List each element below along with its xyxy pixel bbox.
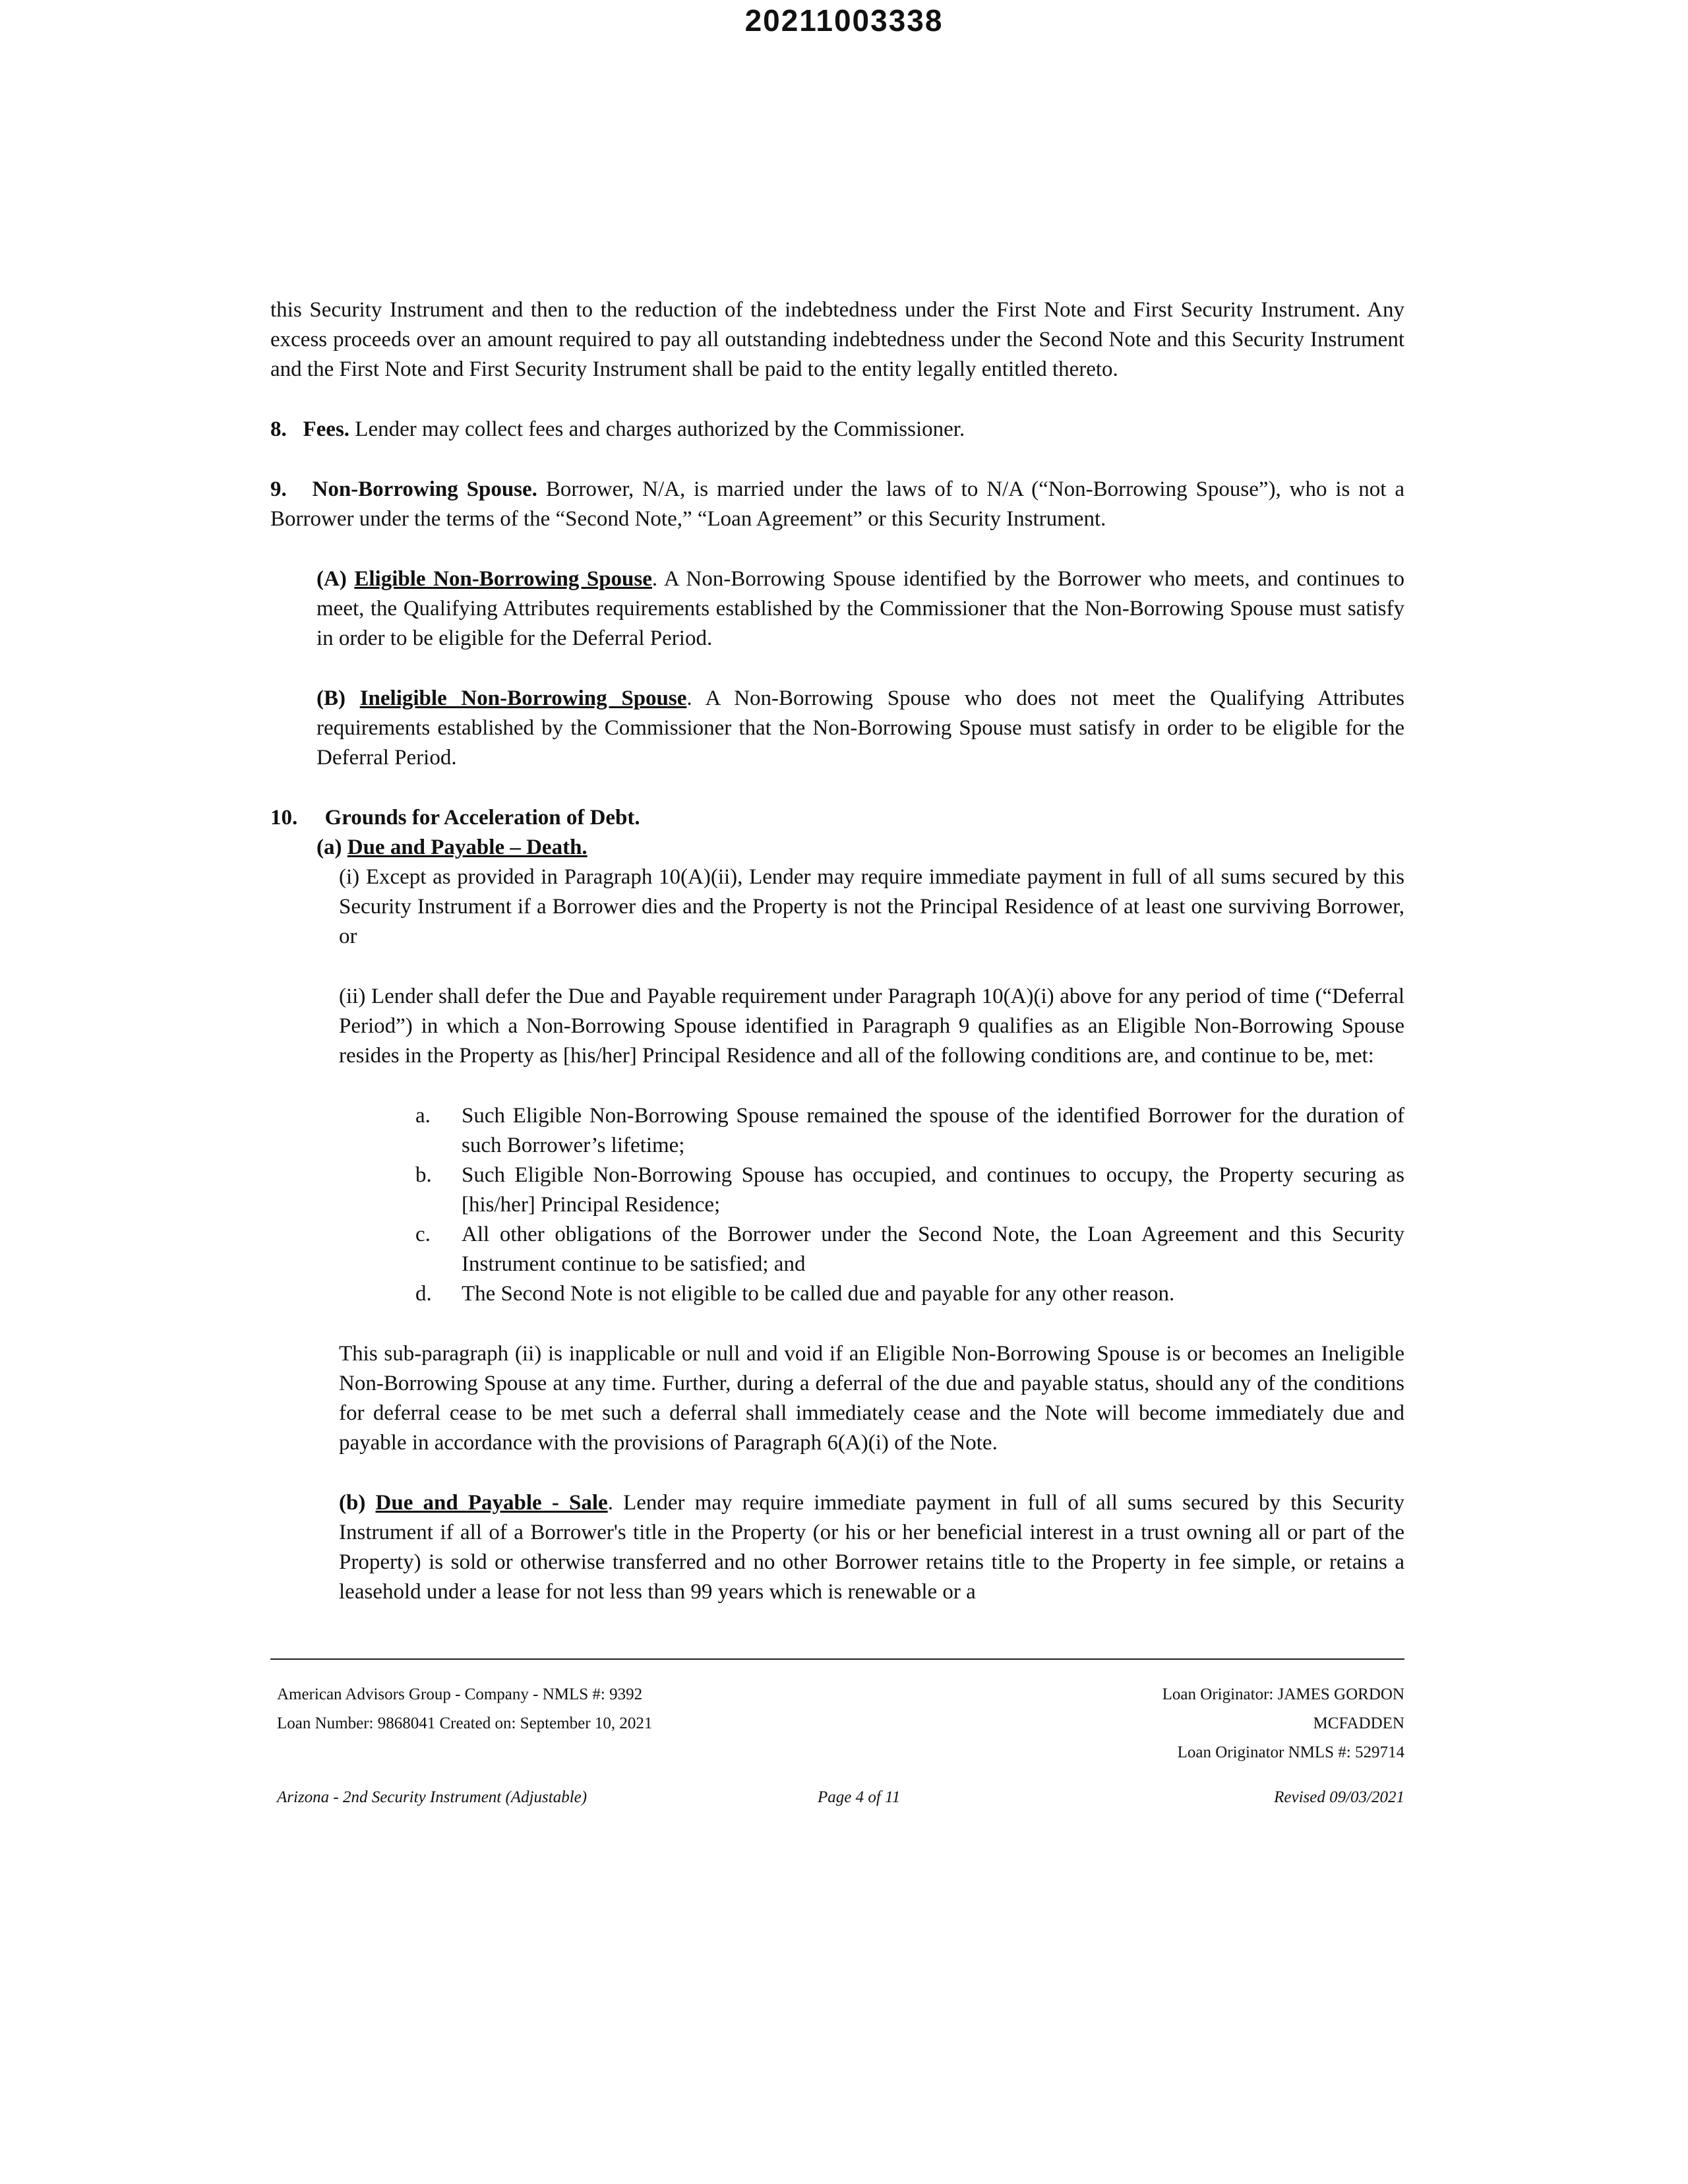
footer-loan-number: Loan Number: 9868041 Created on: September 10, 2021 [277, 1714, 653, 1732]
section-8-text: Lender may collect fees and charges authorized by the Commissioner. [355, 417, 965, 441]
section-9-number: 9. [270, 477, 287, 501]
document-body [270, 295, 1404, 1607]
section-10-title: Grounds for Acceleration of Debt. [324, 806, 640, 830]
page-number: Page 4 of 11 [818, 1788, 901, 1806]
section-9-text: Borrower, N/A, is married under the laws of to N/A (“Non-Borrowing Spouse”), who is not a Borrower under the terms of the “Second Note,” “Loan Agreement” or this Security Instrument. [270, 477, 1405, 531]
continued-paragraph: this Security Instrument and then to the reduction of the indebtedness under the First Note and First Security Instrument. Any excess proceeds over an amount required to pay all outstanding indebtedness under the Second Note and this Security Instrument and the First Note and First Security Instrument shall be paid to the entity legally entitled thereto. [270, 298, 1404, 381]
section-8-number: 8. [270, 417, 287, 441]
section-10b-title: Due and Payable - Sale [375, 1491, 608, 1515]
section-8-title: Fees. [303, 417, 350, 441]
section-9a-title: Eligible Non-Borrowing Spouse [354, 567, 652, 591]
footer-originator-nmls: Loan Originator NMLS #: 529714 [1177, 1744, 1404, 1761]
section-10a-title: Due and Payable – Death. [347, 835, 588, 859]
section-9a [316, 564, 1404, 653]
footer-originator-line1: Loan Originator: JAMES GORDON [1162, 1685, 1404, 1703]
section-10-heading [270, 803, 1404, 833]
section-10a-i: (i) Except as provided in Paragraph 10(A)(ii), Lender may require immediate payment in full of all sums secured by this Security Instrument if a Borrower dies and the Property is not the Principal Residence of at least one surviving Borrower, or [339, 865, 1404, 948]
list-item [415, 1161, 1404, 1220]
list-item [415, 1279, 1404, 1309]
footer-right [1162, 1680, 1404, 1767]
condition-letter: c. [415, 1223, 431, 1246]
section-9a-label: (A) [316, 567, 347, 591]
section-9b-label: (B) [316, 686, 346, 710]
revised-date: Revised 09/03/2021 [1274, 1788, 1404, 1806]
conditions-list [415, 1101, 1404, 1309]
condition-text: The Second Note is not eligible to be called due and payable for any other reason. [462, 1282, 1175, 1306]
form-name: Arizona - 2nd Security Instrument (Adjustable) [277, 1788, 588, 1806]
condition-text: Such Eligible Non-Borrowing Spouse has occupied, and continues to occupy, the Property securing as [his/her] Principal Residence; [462, 1163, 1404, 1217]
section-9 [270, 475, 1404, 534]
condition-text: Such Eligible Non-Borrowing Spouse remained the spouse of the identified Borrower for the duration of such Borrower’s lifetime; [462, 1104, 1404, 1157]
recording-number: 20211003338 [744, 3, 944, 38]
section-9-title: Non-Borrowing Spouse. [312, 477, 537, 501]
section-10b-label: (b) [339, 1491, 366, 1515]
condition-letter: d. [415, 1282, 432, 1306]
section-9a-text: . A Non-Borrowing Spouse identified by the Borrower who meets, and continues to meet, the Qualifying Attributes requirements established by the Commissioner that the Non-Borrowing Spouse must satisfy in order to be eligible for the Deferral Period. [316, 567, 1405, 650]
condition-text: All other obligations of the Borrower under the Second Note, the Loan Agreement and this Security Instrument continue to be satisfied; and [462, 1223, 1404, 1276]
section-10a-heading [316, 833, 1404, 863]
footer-divider [270, 1658, 1404, 1660]
subparagraph-note: This sub-paragraph (ii) is inapplicable or null and void if an Eligible Non-Borrowing Spouse is or becomes an Ineligible Non-Borrowing Spouse at any time. Further, during a deferral of the due and payable status, should any of the conditions for deferral cease to be met such a deferral shall immediately cease and the Note will become immediately due and payable in accordance with the provisions of Paragraph 6(A)(i) of the Note. [339, 1342, 1404, 1455]
section-9b-text: . A Non-Borrowing Spouse who does not meet the Qualifying Attributes requirements established by the Commissioner that the Non-Borrowing Spouse must satisfy in order to be eligible for the Deferral Period. [316, 686, 1404, 770]
section-10a-label: (a) [316, 835, 342, 859]
list-item [415, 1101, 1404, 1161]
section-10a-ii: (ii) Lender shall defer the Due and Payable requirement under Paragraph 10(A)(i) above for any period of time (“Deferral Period”) in which a Non-Borrowing Spouse identified in Paragraph 9 qualifies as an Eligible Non-Borrowing Spouse resides in the Property as [his/her] Principal Residence and all of the following conditions are, and continue to be, met: [339, 985, 1404, 1068]
section-10b [339, 1488, 1404, 1607]
footer-originator-line2: MCFADDEN [1313, 1714, 1404, 1732]
section-10b-text: . Lender may require immediate payment in full of all sums secured by this Security Instrument if all of a Borrower's title in the Property (or his or her beneficial interest in a trust owning all or part of the Property) is sold or otherwise transferred and no other Borrower retains title to the Property in fee simple, or retains a leasehold under a lease for not less than 99 years which is renewable or a [339, 1491, 1405, 1604]
section-8 [270, 415, 1404, 444]
condition-letter: b. [415, 1163, 432, 1187]
section-9b-title: Ineligible Non-Borrowing Spouse [359, 686, 687, 710]
footer-left [277, 1680, 652, 1738]
section-9b [316, 684, 1404, 773]
list-item [415, 1220, 1404, 1279]
section-10-number: 10. [270, 806, 298, 830]
condition-letter: a. [415, 1104, 431, 1128]
footer-company: American Advisors Group - Company - NMLS #: 9392 [277, 1685, 643, 1703]
